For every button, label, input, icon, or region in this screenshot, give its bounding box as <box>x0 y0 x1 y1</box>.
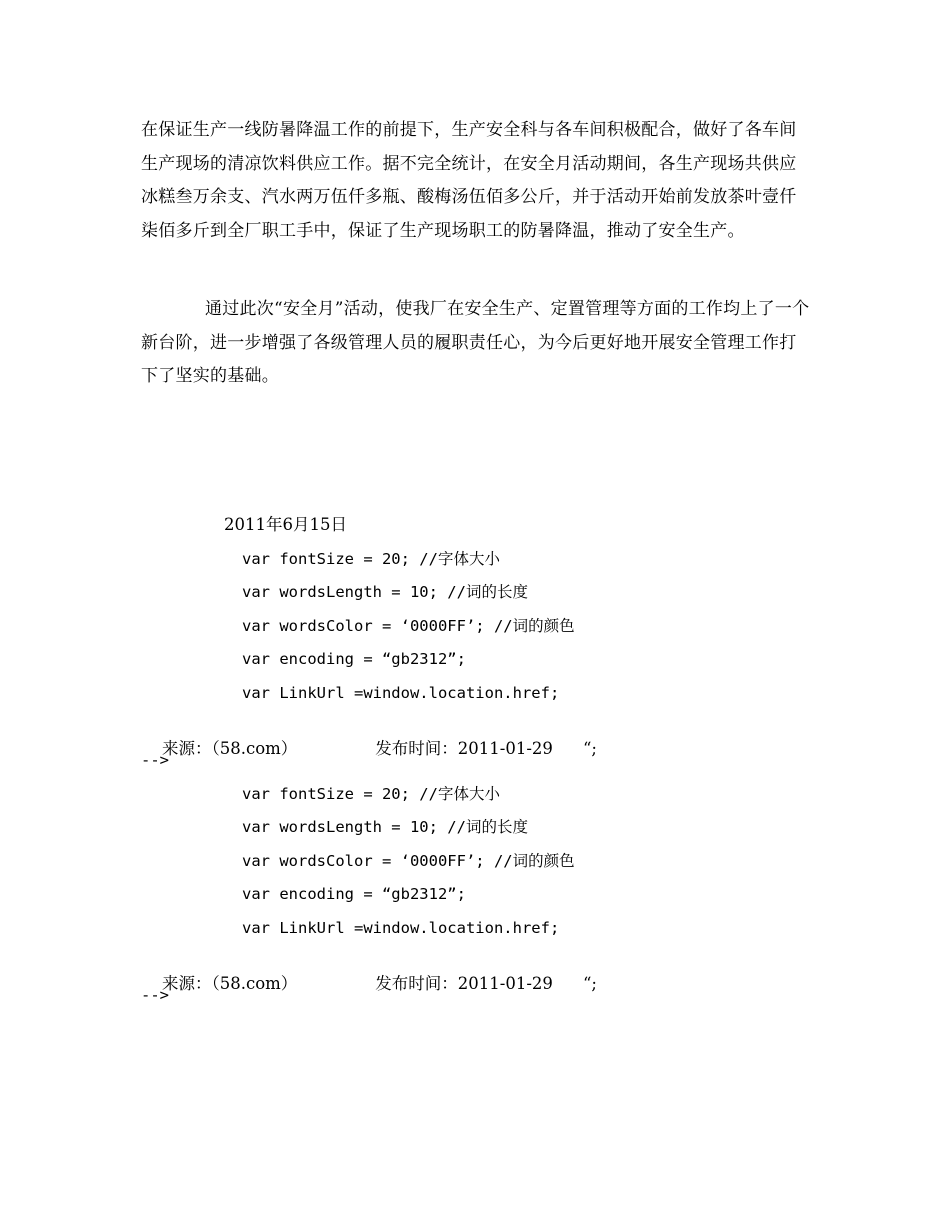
publish-time: 发布时间：2011-01-29 <box>375 739 553 758</box>
publish-time: 发布时间：2011-01-29 <box>375 974 553 993</box>
body-paragraph-1: 在保证生产一线防暑降温工作的前提下，生产安全科与各车间积极配合，做好了各车间生产现场的清凉饮料供应工作。据不完全统计，在安全月活动期间，各生产现场共供应冰糕叁万余支、汽水两万伍仟多瓶、酸梅汤伍佰多公斤，并于活动开始前发放茶叶壹仟柒佰多斤到全厂职工手中，保证了生产现场职工的防暑降温，推动了安全生产。 <box>141 120 797 241</box>
source-line <box>141 951 597 1017</box>
code-line: var LinkUrl =window.location.href; <box>242 919 560 937</box>
code-line: var encoding = “gb2312”; <box>242 650 466 668</box>
code-line: var encoding = “gb2312”; <box>242 885 466 903</box>
body-paragraph-2: 通过此次“安全月”活动，使我厂在安全生产、定置管理等方面的工作均上了一个新台阶，进一步增强了各级管理人员的履职责任心，为今后更好地开展安全管理工作打下了坚实的基础。 <box>141 299 810 386</box>
source-tail: “; <box>582 739 597 758</box>
code-line: var fontSize = 20; //字体大小 <box>242 550 500 568</box>
source-label: 来源：（58.com） <box>161 974 298 993</box>
code-line: var wordsColor = ‘0000FF’; //词的颜色 <box>242 617 575 635</box>
source-label: 来源：（58.com） <box>161 739 298 758</box>
document-date: 2011年6月15日 <box>224 515 347 534</box>
code-line: var fontSize = 20; //字体大小 <box>242 785 500 803</box>
comment-end: --> <box>141 751 169 769</box>
comment-end: --> <box>141 986 169 1004</box>
code-line: var wordsLength = 10; //词的长度 <box>242 818 528 836</box>
code-line: var LinkUrl =window.location.href; <box>242 684 560 702</box>
source-line <box>141 716 597 782</box>
source-tail: “; <box>582 974 597 993</box>
code-line: var wordsColor = ‘0000FF’; //词的颜色 <box>242 852 575 870</box>
code-line: var wordsLength = 10; //词的长度 <box>242 583 528 601</box>
